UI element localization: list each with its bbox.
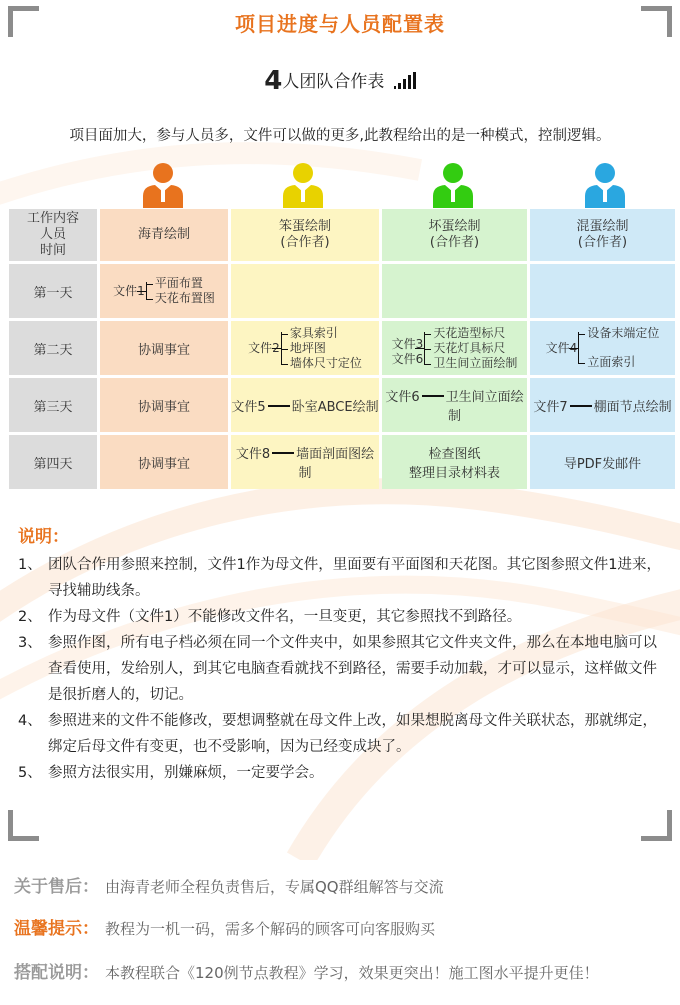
note-item [18, 604, 666, 630]
header-haiqing [100, 209, 228, 261]
header-name: 坏蛋绘制 [428, 219, 481, 234]
table-header-row [9, 209, 675, 261]
header-huaidan [382, 209, 527, 261]
note-item [18, 630, 666, 708]
header-role: (合作者) [577, 235, 628, 250]
day4-bendan-cell [231, 435, 379, 489]
file-item: 家具索引 [290, 326, 362, 341]
file-item: 立面索引 [587, 355, 659, 370]
day-label: 第二天 [9, 321, 97, 375]
note-index: 3、 [18, 635, 42, 651]
header-role: (合作者) [280, 235, 330, 250]
bracket-line [578, 332, 587, 364]
corner-mark-bottom-right [641, 810, 672, 841]
file-item: 地坪图 [290, 341, 362, 356]
table-row-day2 [9, 321, 675, 375]
footer-bundle-note [14, 958, 599, 983]
footer-after-sales [14, 872, 444, 897]
header-bendan [231, 209, 379, 261]
day3-huaidan-cell [382, 378, 527, 432]
note-text: 作为母文件（文件1）不能修改文件名，一旦变更，其它参照找不到路径。 [48, 609, 522, 625]
day-label: 第四天 [9, 435, 97, 489]
note-text: 参照方法很实用，别嫌麻烦，一定要学会。 [48, 765, 324, 781]
day1-haiqing-cell [100, 264, 228, 318]
file-item: 墙体尺寸定位 [289, 355, 362, 370]
footer-warm-tip [14, 914, 435, 939]
header-name: 笨蛋绘制 [278, 219, 331, 234]
note-text: 参照作图，所有电子档必须在同一个文件夹中，如果参照其它文件夹文件，那么在本地电脑可以查看使用，发给别人，到其它电脑查看就找不到路径，需要手动加载，才可以显示，这样做文件是很折磨人的，切记。 [48, 635, 657, 703]
file-bracket [100, 276, 228, 306]
connector-line [422, 395, 444, 397]
footer-key: 温馨提示： [14, 919, 99, 939]
header-name: 混蛋绘制 [576, 219, 629, 234]
note-index: 4、 [18, 713, 42, 729]
note-item [18, 708, 666, 760]
file-label: 文件3 [391, 337, 424, 351]
note-text: 团队合作用参照来控制，文件1作为母文件，里面要有平面图和天花图。其它图参照文件1进来，寻找辅助线条。 [48, 557, 661, 599]
page-title: 项目进度与人员配置表 [235, 12, 445, 36]
footer-key: 搭配说明： [14, 963, 99, 983]
connector-line [268, 405, 290, 407]
person-icon-yellow [281, 162, 325, 208]
table-row-day1 [9, 264, 675, 318]
file-item: 卫生间立面绘制 [433, 355, 518, 370]
note-text: 参照进来的文件不能修改，要想调整就在母文件上改，如果想脱离母文件关联状态，那就绑定，绑定后母文件有变更，也不受影响，因为已经变成块了。 [48, 713, 657, 755]
day3-hundan-cell [530, 378, 675, 432]
day1-hundan-cell [530, 264, 675, 318]
footer-text: 教程为一机一码，需多个解码的顾客可向客服购买 [105, 920, 436, 938]
file-task: 卫生间立面绘制 [445, 390, 524, 424]
connector-line [570, 405, 592, 407]
file-bracket [382, 326, 527, 371]
day4-huaidan-cell [382, 435, 527, 489]
header-name: 海青绘制 [137, 227, 190, 242]
task-line: 整理目录材料表 [408, 466, 500, 481]
connector-line [272, 452, 294, 454]
subtitle [0, 66, 680, 96]
table-row-day3 [9, 378, 675, 432]
footer-key: 关于售后： [14, 877, 99, 897]
notes-title: 说明： [18, 527, 69, 547]
file-label: 文件4 [545, 340, 578, 355]
footer-text: 由海青老师全程负责售后，专属QQ群组解答与交流 [105, 878, 444, 896]
day4-haiqing-cell: 协调事宜 [100, 435, 228, 489]
file-label: 文件5 [231, 399, 266, 415]
file-label: 文件7 [533, 399, 568, 415]
day2-haiqing-cell: 协调事宜 [100, 321, 228, 375]
file-label: 文件6 [385, 390, 420, 405]
file-label: 文件6 [391, 352, 424, 366]
notes-list [18, 552, 666, 786]
file-task: 棚面节点绘制 [593, 399, 672, 415]
person-icon-blue [583, 162, 627, 208]
person-icon-green [431, 162, 475, 208]
day3-haiqing-cell: 协调事宜 [100, 378, 228, 432]
note-index: 5、 [18, 765, 42, 781]
person-icon-orange [141, 162, 185, 208]
subtitle-number: 4 [264, 66, 283, 96]
footer-text: 本教程联合《120例节点教程》学习，效果更突出！施工图水平提升更佳！ [105, 964, 599, 982]
corner-header [9, 209, 97, 261]
subtitle-text: 人团队合作表 [282, 72, 385, 92]
file-bracket [231, 326, 379, 371]
day2-bendan-cell [231, 321, 379, 375]
table-row-day4 [9, 435, 675, 489]
corner-label-person: 人员 [39, 227, 66, 242]
file-label: 文件8 [235, 447, 271, 462]
day2-hundan-cell [530, 321, 675, 375]
file-label: 文件2 [248, 340, 280, 355]
corner-label-time: 时间 [39, 243, 66, 258]
corner-mark-bottom-left [8, 810, 39, 841]
note-index: 2、 [18, 609, 42, 625]
file-label: 文件1 [113, 283, 145, 298]
file-item: 天花灯具标尺 [433, 341, 517, 356]
file-item: 天花布置图 [154, 291, 215, 305]
day1-huaidan-cell [382, 264, 527, 318]
corner-label-content: 工作内容 [26, 211, 79, 226]
day3-bendan-cell [231, 378, 379, 432]
file-item: 平面布置 [155, 276, 215, 291]
day1-bendan-cell [231, 264, 379, 318]
file-task: 墙面剖面图绘制 [296, 447, 375, 481]
task-line: 检查图纸 [428, 447, 481, 462]
day4-hundan-cell: 导PDF发邮件 [530, 435, 675, 489]
file-task: 卧室ABCE绘制 [291, 399, 379, 415]
intro-text: 项目面加大，参与人员多，文件可以做的更多,此教程给出的是一种模式，控制逻辑。 [69, 128, 611, 144]
header-role: (合作者) [429, 235, 480, 250]
header-hundan [530, 209, 675, 261]
day2-huaidan-cell [382, 321, 527, 375]
file-item: 设备末端定位 [587, 326, 660, 340]
day-label: 第三天 [9, 378, 97, 432]
note-item [18, 552, 666, 604]
note-index: 1、 [18, 557, 42, 573]
day-label: 第一天 [9, 264, 97, 318]
schedule-table [6, 206, 678, 492]
file-bracket [530, 326, 675, 370]
note-item [18, 760, 666, 786]
file-item: 天花造型标尺 [433, 326, 517, 341]
bar-chart-icon [394, 72, 416, 90]
